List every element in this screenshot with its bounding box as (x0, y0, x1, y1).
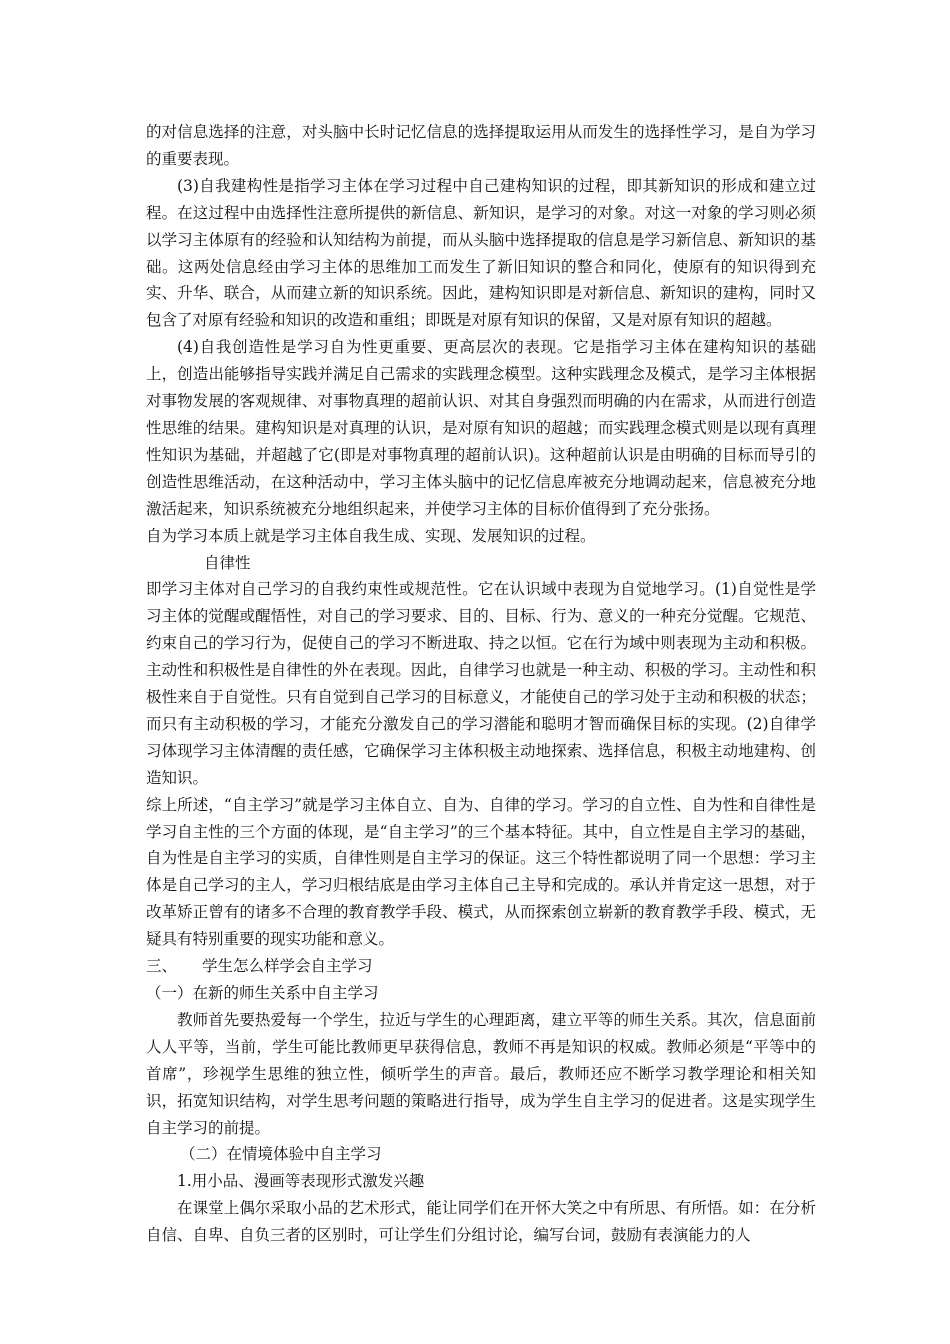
section-title: 学生怎么样学会自主学习 (202, 957, 373, 976)
paragraph-classroom-sketch: 在课堂上偶尔采取小品的艺术形式，能让同学们在开怀大笑之中有所思、有所悟。如：在分析自信、自卑、自负三者的区别时，可让学生们分组讨论，编写台词，鼓励有表演能力的人 (146, 1199, 816, 1245)
item-heading-sketch-comics: 1.用小品、漫画等表现形式激发兴趣 (177, 1172, 425, 1191)
paragraph-selective-learning: 的对信息选择的注意，对头脑中长时记忆信息的选择提取运用从而发生的选择性学习，是自为学习的重要表现。 (146, 123, 816, 168)
paragraph-self-construction: (3)自我建构性是指学习主体在学习过程中自己建构知识的过程，即其新知识的形成和建立过程。在这过程中由选择性注意所提供的新信息、新知识，是学习的对象。对这一对象的学习则必须以学习主体原有的经验和认知结构为前提，而从头脑中选择提取的信息是学习新信息、新知识的基础。这两处信息经由学习主体的思维加工而发生了新旧知识的整合和同化，使原有的知识得到充实、升华、联合，从而建立新的知识系统。因此，建构知识即是对新信息、新知识的建构，同时又包含了对原有经验和知识的改造和重组；即既是对原有知识的保留，又是对原有知识的超越。 (146, 176, 816, 330)
heading-self-discipline: 自律性 (204, 553, 251, 572)
paragraph-conclusion: 综上所述，“自主学习”就是学习主体自立、自为、自律的学习。学习的自立性、自为性和自律性是学习自主性的三个方面的体现，是“自主学习”的三个基本特征。其中，自立性是自主学习的基础，自为性是自主学习的实质，自律性则是自主学习的保证。这三个特性都说明了同一个思想：学习主体是自己学习的主人，学习归根结底是由学习主体自己主导和完成的。承认并肯定这一思想，对于改革矫正曾有的诸多不合理的教育教学手段、模式，从而探索创立崭新的教育教学手段、模式，无疑具有特别重要的现实功能和意义。 (146, 795, 816, 949)
section-number: 三、 (146, 957, 178, 976)
paragraph-self-discipline: 即学习主体对自己学习的自我约束性或规范性。它在认识域中表现为自觉地学习。(1)自觉性是学习主体的觉醒或醒悟性，对自己的学习要求、目的、目标、行为、意义的一种充分觉醒。它规范、约束自己的学习行为，促使自己的学习不断进取、持之以恒。它在行为域中则表现为主动和积极。主动性和积极性是自律性的外在表现。因此，自律学习也就是一种主动、积极的学习。主动性和积极性来自于自觉性。只有自觉到自己学习的目标意义，才能使自己的学习处于主动和积极的状态；而只有主动积极的学习，才能充分激发自己的学习潜能和聪明才智而确保目标的实现。(2)自律学习体现学习主体清醒的责任感，它确保学习主体积极主动地探索、选择信息，积极主动地建构、创造知识。 (146, 580, 816, 787)
subheading-situational-experience: （二）在情境体验中自主学习 (180, 1145, 382, 1164)
subheading-teacher-student-relation: （一）在新的师生关系中自主学习 (146, 984, 379, 1002)
paragraph-teacher-role: 教师首先要热爱每一个学生，拉近与学生的心理距离，建立平等的师生关系。其次，信息面前人人平等，当前，学生可能比教师更早获得信息，教师不再是知识的权威。教师必须是“平等中的首席”，珍视学生思维的独立性，倾听学生的声音。最后，教师还应不断学习教学理论和相关知识，拓宽知识结构，对学生思考问题的策略进行指导，成为学生自主学习的促进者。这是实现学生自主学习的前提。 (146, 1010, 816, 1137)
document-page (146, 119, 816, 1249)
paragraph-self-creation: (4)自我创造性是学习自为性更重要、更高层次的表现。它是指学习主体在建构知识的基础上，创造出能够指导实践并满足自己需求的实践理念模型。这种实践理念及模式，是学习主体根据对事物发展的客观规律、对事物真理的超前认识、对其自身强烈而明确的内在需求，从而进行创造性思维的结果。建构知识是对真理的认识，是对原有知识的超越；而实践理念模式则是以现有真理性知识为基础，并超越了它(即是对事物真理的超前认识)。这种超前认识是由明确的目标而导引的创造性思维活动，在这种活动中，学习主体头脑中的记忆信息库被充分地调动起来，信息被充分地激活起来，知识系统被充分地组织起来，并使学习主体的目标价值得到了充分张扬。 (146, 338, 816, 518)
paragraph-self-generation-summary: 自为学习本质上就是学习主体自我生成、实现、发展知识的过程。 (146, 526, 596, 545)
section-heading-3 (146, 953, 816, 980)
